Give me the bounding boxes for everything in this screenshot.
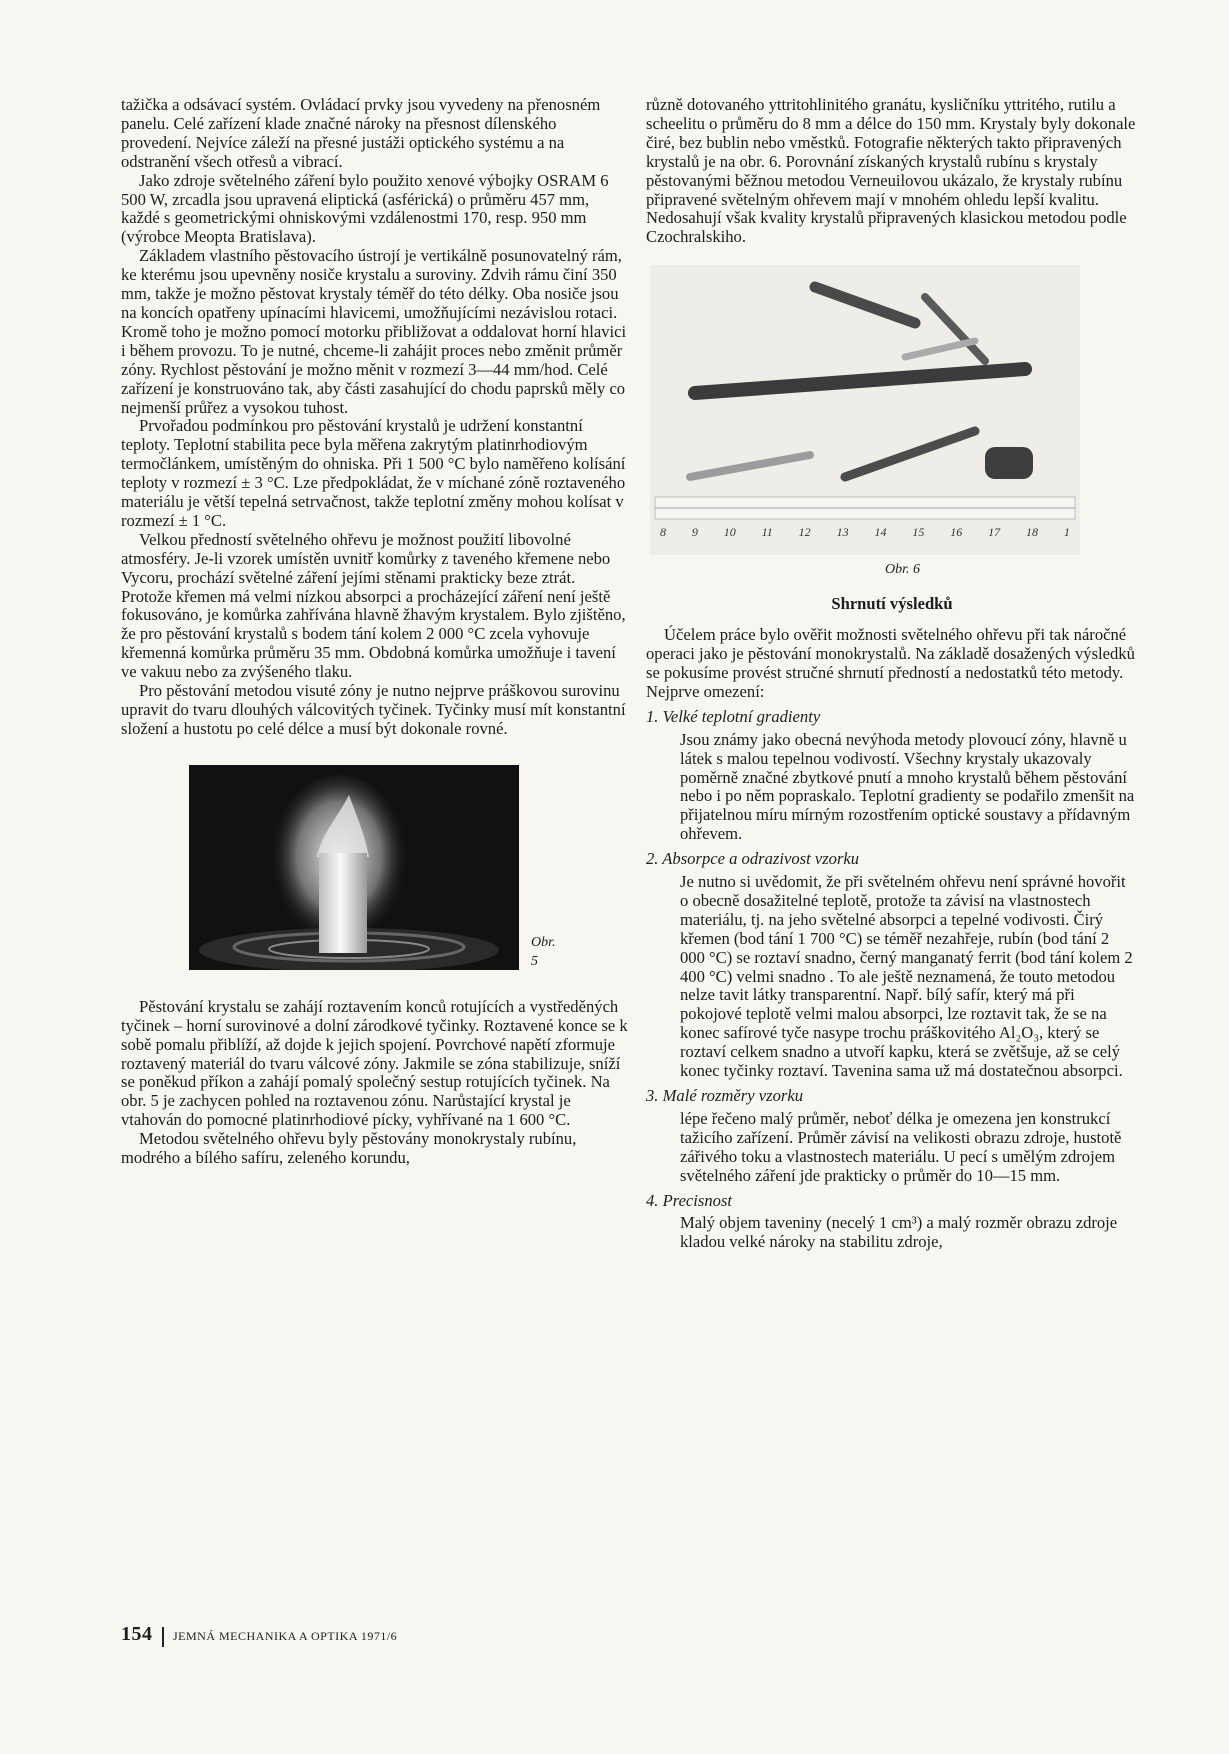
paragraph: Metodou světelného ohřevu byly pěstovány monokrystaly rubínu, modrého a bílého safíru, zeleného korundu, bbox=[121, 1129, 577, 1168]
molten-zone-illustration bbox=[189, 765, 519, 970]
left-column bbox=[121, 96, 629, 1168]
ruler-label: 10 bbox=[723, 525, 736, 540]
paragraph: tažička a odsávací systém. Ovládací prvky jsou vyvedeny na přenosném panelu. Celé zařízení klade značné nároky na přesnost dílenského provedení. Nejvíce záleží na přesné justáži optického systému a na odstranění všech otřesů a vibrací. bbox=[121, 95, 601, 171]
summary-intro: Účelem práce bylo ověřit možnosti světelného ohřevu při tak náročné operaci jako je pěstování monokrystalů. Na základě dosažených výsledků se pokusíme provést stručné shrnutí předností a nedostatků této metody. bbox=[646, 625, 1135, 682]
ruler-label: 14 bbox=[874, 525, 887, 540]
journal-name: JEMNÁ MECHANIKA A OPTIKA 1971/6 bbox=[173, 1629, 398, 1643]
paragraph: Prvořadou podmínkou pro pěstování krystalů je udržení konstantní teploty. Teplotní stabilita pece byla měřena zakrytým platinrhodiovým termočlánkem, umístěným do ohniska. Při 1 500 °C bylo naměřeno kolísání teploty v rozmezí ± 3 °C. Lze předpokládat, že v míchané zóně roztaveného materiálu je větší tepelná setrvačnost, takže teplotní změny mohou kolísat v rozmezí ± 1 °C. bbox=[121, 416, 626, 530]
figure-6-photo bbox=[650, 265, 1080, 555]
ruler-label: 1 bbox=[1063, 525, 1070, 540]
summary-item-body: lépe řečeno malý průměr, neboť délka je omezena jen konstrukcí tažicího zařízení. Průměr závisí na velikosti obrazu zdroje, hustotě zářivého toku a vlastnostech materiálu. U pecí s umělým zdrojem světelného záření jde prakticky o průměr do 10—15 mm. bbox=[680, 1108, 1122, 1185]
ruler-label: 11 bbox=[761, 525, 773, 540]
ruler-label: 18 bbox=[1026, 525, 1039, 540]
paragraph: Pěstování krystalu se zahájí roztavením konců rotujících a vystředěných tyčinek – horní surovinové a dolní zárodkové tyčinky. Roztavené konce se k sobě pomalu přiblíží, až dojde k jejich spojení. Povrchové napětí zformuje roztavený materiál do tvaru válcové zóny. Jakmile se zóna stabilizuje, sníží se poněkud příkon a zahájí pomalý společný sestup rotujících tyčinek. Na obr. 5 je zachycen pohled na roztavenou zónu. Narůstající krystal je vtahován do pomocné platinrhodiové pícky, vyhřívané na 1 600 °C. bbox=[121, 996, 628, 1130]
ruler-label: 8 bbox=[660, 525, 666, 540]
ruler-label: 15 bbox=[912, 525, 925, 540]
summary-item-title: 1. Velké teplotní gradienty bbox=[646, 706, 821, 726]
paragraph: Základem vlastního pěstovacího ústrojí je vertikálně posunovatelný rám, ke kterému jsou upevněny nosiče krystalu a suroviny. Zdvih rámu činí 350 mm, takže je možno pěstovat krystaly téměř do této délky. Oba nosiče jsou na koncích opatřeny upínacími hlavicemi, umožňujícími nezávislou rotaci. Kromě toho je možno pomocí motorku přibližovat a oddalovat horní hlavici i během provozu. To je nutné, chceme-li zahájit proces nebo změnit průměr zóny. Rychlost pěstování je možno měnit v rozmezí 3—44 mm/hod. Celé zařízení je konstruováno tak, aby části zasahující do chodu paprsků měly co nejmenší průřez a vysokou tuhost. bbox=[121, 246, 627, 417]
paragraph: Velkou předností světelného ohřevu je možnost použití libovolné atmosféry. Je-li vzorek umístěn uvnitř komůrky z taveného křemene nebo Vycoru, prochází světelné záření jejími stěnami prakticky beze ztrát. Protože křemen má velmi nízkou absorpci a procházející záření není ještě fokusováno, je komůrka zahřívána hlavně žhavým krystalem. Bylo zjištěno, že pro pěstování krystalů s bodem tání kolem 2 000 °C zcela vyhovuje křemenná komůrka průměru 35 mm. Obdobná komůrka umožňuje i tavení ve vakuu nebo za zvýšeného tlaku. bbox=[121, 529, 626, 682]
page-footer bbox=[121, 1623, 397, 1647]
ruler-label: 16 bbox=[950, 525, 963, 540]
figure-5-caption: Obr. 5 bbox=[531, 935, 556, 969]
summary-items bbox=[646, 708, 1138, 1252]
figure-5-photo bbox=[189, 765, 519, 970]
summary-item-body: Je nutno si uvědomit, že při světelném ohřevu není správné hovořit o obecně dosažitelné teplotě, protože ta závisí na vlastnostech materiálu, tj. na jeho světelné absorpci a tepelné vodivosti. Čirý křemen (bod tání 1 700 °C) se téměř nezahřeje, rubín (bod tání 2 000 °C) se roztaví snadno, černý manganatý ferrit (bod tání kolem 2 400 °C) velmi snadno . To ale ještě neznamená, že touto metodou nelze tavit látky transparentní. Např. bílý safír, který má při pokojové teplotě velmi malou absorpci, lze roztavit tak, že se na konec safírové tyče nasype trochu práškovitého Al₂O₃, který se roztaví celkem snadno a utvoří kapku, která se zvětšuje, až se celý konec tyčinky roztaví. Tavenina sama už má dostatečnou absorpci. bbox=[680, 872, 1133, 1081]
section-heading: Shrnutí výsledků bbox=[831, 594, 953, 614]
ruler-label: 9 bbox=[691, 525, 698, 540]
right-column bbox=[646, 96, 1138, 1252]
summary-item-body: Malý objem taveniny (necelý 1 cm³) a malý rozměr obrazu zdroje kladou velké nároky na stabilitu zdroje, bbox=[680, 1213, 1118, 1252]
figure-6 bbox=[650, 265, 1080, 585]
summary-item-title: 4. Precisnost bbox=[646, 1190, 733, 1210]
ruler-label: 12 bbox=[798, 525, 811, 540]
crystals-illustration bbox=[650, 265, 1080, 555]
page-number: 154 bbox=[121, 1623, 153, 1645]
ruler-label: 17 bbox=[988, 525, 1001, 540]
figure-6-caption: Obr. 6 bbox=[885, 562, 921, 578]
left-bottom-text bbox=[121, 998, 629, 1168]
ruler-labels bbox=[660, 523, 1070, 542]
summary-lead: Nejprve omezení: bbox=[646, 681, 765, 701]
left-top-text bbox=[121, 96, 629, 739]
paragraph: Pro pěstování metodou visuté zóny je nutno nejprve práškovou surovinu upravit do tvaru dlouhých válcovitých tyčinek. Tyčinky musí mít konstantní složení a hustotu po celé délce a musí být dokonale rovné. bbox=[121, 681, 626, 738]
summary-item-body: Jsou známy jako obecná nevýhoda metody plovoucí zóny, hlavně u látek s malou tepelnou vodivostí. Všechny krystaly ukazovaly poměrně značné zbytkové pnutí a mnoho krystalů během pěstování nebo i po něm popraskalo. Teplotní gradienty se podařilo zmenšit na přijatelnou míru mírným rozostřením optické soustavy a přídavným ohřevem. bbox=[680, 729, 1135, 844]
ruler-label: 13 bbox=[836, 525, 849, 540]
summary-item-title: 3. Malé rozměry vzorku bbox=[646, 1086, 803, 1105]
paragraph: Jako zdroje světelného záření bylo použito xenové výbojky OSRAM 6 500 W, zrcadla jsou upravená eliptická (asférická) o průměru 457 mm, každé s geometrickými ohniskovými vzdálenostmi 170, resp. 950 mm (výrobce Meopta Bratislava). bbox=[121, 170, 609, 247]
summary-item-title: 2. Absorpce a odrazivost vzorku bbox=[646, 849, 860, 869]
right-top-paragraph: různě dotovaného yttritohlinitého granátu, kysličníku yttritého, rutilu a scheelitu o průměru do 8 mm a délce do 150 mm. Krystaly byly dokonale čiré, bez bublin nebo vměstků. Fotografie některých takto připravených krystalů je na obr. 6. Porovnání získaných krystalů rubínu s krystaly pěstovanými běžnou metodou Verneuilovou ukázalo, že krystaly rubínu připravené světelným ohřevem mají v mnohém ohledu lepší kvalitu. Nedosahují však kvality krystalů připravených klasickou metodou podle Czochralskiho. bbox=[646, 95, 1136, 247]
figure-5 bbox=[189, 765, 556, 970]
footer-divider bbox=[162, 1627, 164, 1647]
